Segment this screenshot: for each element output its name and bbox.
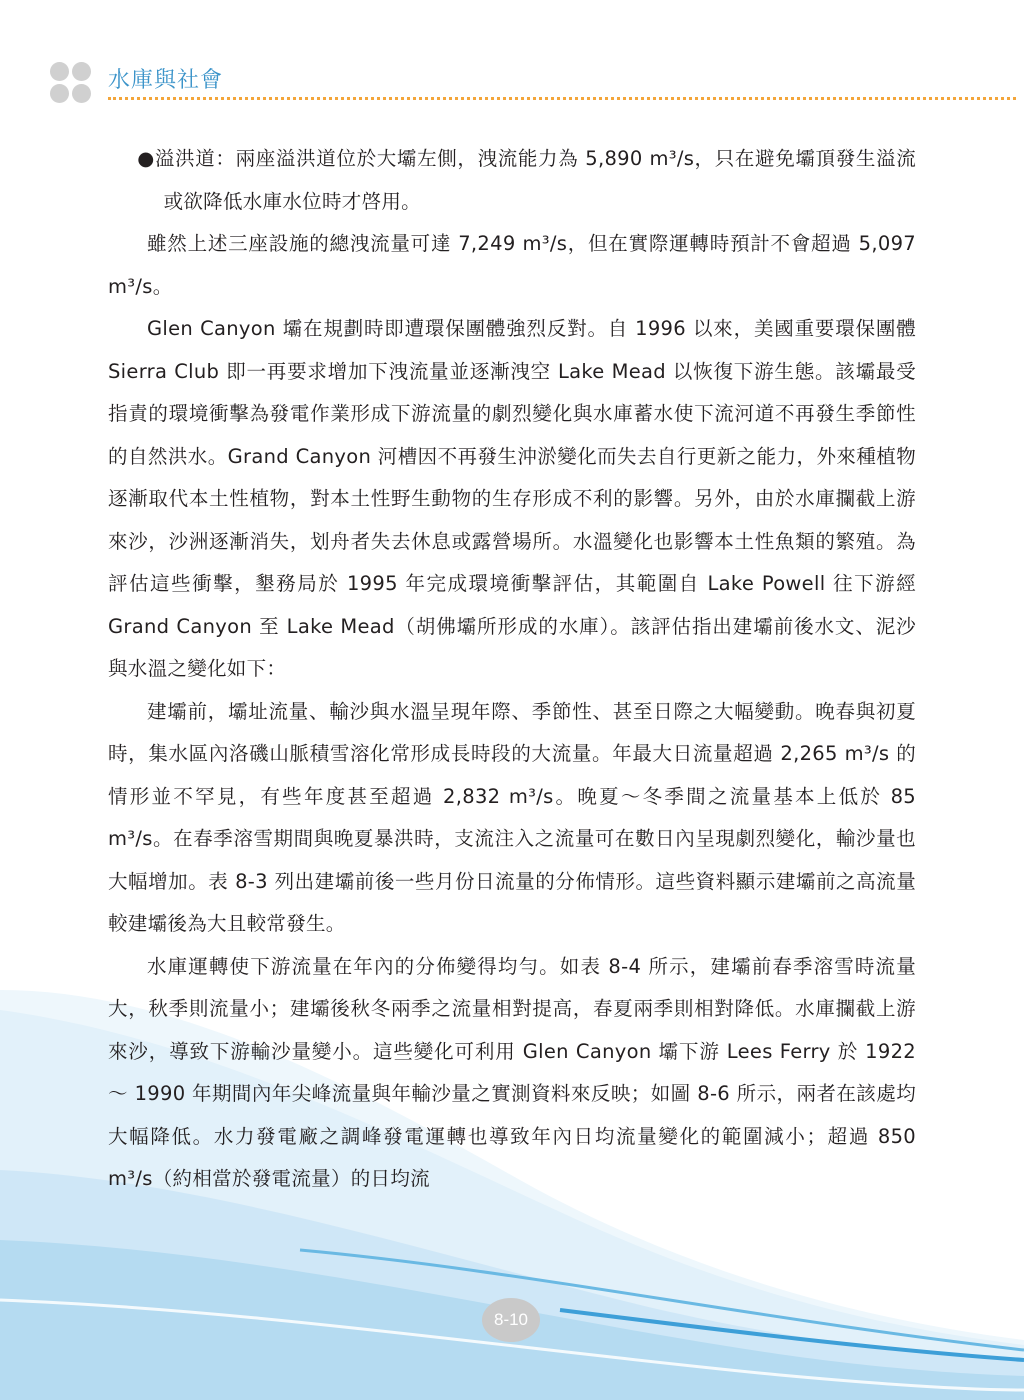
- spillway-bullet-paragraph: ●溢洪道：兩座溢洪道位於大壩左側，洩流能力為 5,890 m³/s，只在避免壩頂發生溢流或欲降低水庫水位時才啓用。: [137, 147, 916, 213]
- header-divider: [108, 97, 1016, 100]
- running-header-title: 水庫與社會: [108, 68, 224, 93]
- paragraph-pre-dam-conditions: 建壩前，壩址流量、輸沙與水溫呈現年際、季節性、甚至日際之大幅變動。晚春與初夏時，集水區內洛磯山脈積雪溶化常形成長時段的大流量。年最大日流量超過 2,265 m³/s 的情形並不罕見，有些年度甚至超過 2,832 m³/s。晚夏～冬季間之流量基本上低於 85 m³/s。在春季溶雪期間與晚夏暴洪時，支流注入之流量可在數日內呈現劇烈變化，輸沙量也大幅增加。表 8-3 列出建壩前後一些月份日流量的分佈情形。這些資料顯示建壩前之高流量較建壩後為大且較常發生。: [108, 699, 916, 935]
- paragraph-total-discharge: 雖然上述三座設施的總洩流量可達 7,249 m³/s，但在實際運轉時預計不會超過 5,097 m³/s。: [108, 232, 916, 298]
- paragraph-reservoir-operation: 水庫運轉使下游流量在年內的分佈變得均勻。如表 8-4 所示，建壩前春季溶雪時流量大，秋季則流量小；建壩後秋冬兩季之流量相對提高，春夏兩季則相對降低。水庫攔截上游來沙，導致下游輸沙量變小。這些變化可利用 Glen Canyon 壩下游 Lees Ferry 於 1922 ～ 1990 年期間內年尖峰流量與年輸沙量之實測資料來反映；如圖 8-6 所示，兩者在該處均大幅降低。水力發電廠之調峰發電運轉也導致年內日均流量變化的範圍減小；超過 850 m³/s（約相當於發電流量）的日均流: [108, 954, 916, 1190]
- page-number-badge: 8-10: [482, 1298, 540, 1342]
- header-logo-dots-icon: [50, 62, 100, 104]
- paragraph-environmental-opposition: Glen Canyon 壩在規劃時即遭環保團體強烈反對。自 1996 以來，美國重要環保團體 Sierra Club 即一再要求增加下洩流量並逐漸洩空 Lake Mead 以恢復下游生態。該壩最受指責的環境衝擊為發電作業形成下游流量的劇烈變化與水庫蓄水使下流河道不再發生季節性的自然洪水。Grand Canyon 河槽因不再發生沖淤變化而失去自行更新之能力，外來種植物逐漸取代本土性植物，對本土性野生動物的生存形成不利的影響。另外，由於水庫攔截上游來沙，沙洲逐漸消失，划舟者失去休息或露營場所。水溫變化也影響本土性魚類的繁殖。為評估這些衝擊，墾務局於 1995 年完成環境衝擊評估，其範圍自 Lake Powell 往下游經 Grand Canyon 至 Lake Mead（胡佛壩所形成的水庫）。該評估指出建壩前後水文、泥沙與水溫之變化如下：: [108, 317, 916, 680]
- body-text: [108, 138, 916, 1201]
